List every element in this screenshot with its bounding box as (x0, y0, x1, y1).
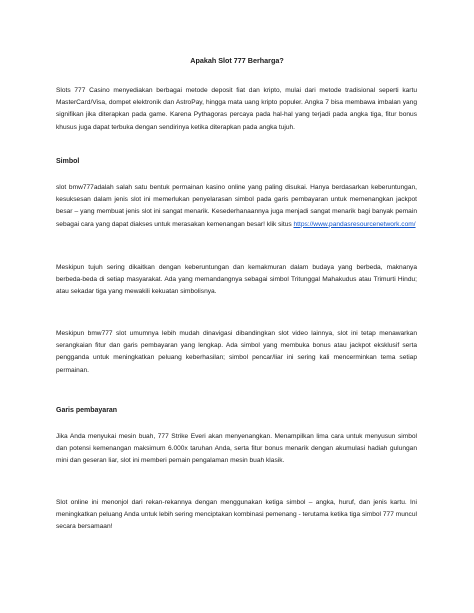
paragraph-simbol-text: slot bmw777adalah salah satu bentuk permainan kasino online yang paling disukai. Hanya berdasarkan keberuntungan, kesuksesan dalam jenis slot ini memerlukan penyelarasan simbol pada garis pembayaran untuk memenangkan jackpot besar – yang membuat jenis slot ini sangat menarik. Kesederhanaannya juga menjadi sangat menarik bagi banyak pemain sebagai cara yang dapat diakses untuk merasakan kemenangan besar! klik situs (56, 184, 417, 228)
paragraph-features: Meskipun bmw777 slot umumnya lebih mudah dinavigasi dibandingkan slot video lainnya, slot ini tetap menawarkan serangkaian fitur dan garis pembayaran yang lengkap. Ada simbol yang membuka bonus atau jackpot eksklusif serta pengganda untuk meningkatkan peluang keberhasilan; simbol pencar/liar ini sering kali mencerminkan tema setiap permainan. (56, 330, 417, 374)
document-title: Apakah Slot 777 Berharga? (190, 56, 284, 65)
paragraph-symbols-combo: Slot online ini menonjol dari rekan-rekannya dengan menggunakan ketiga simbol – angka, huruf, dan jenis kartu. Ini meningkatkan peluang Anda untuk lebih sering menciptakan kombinasi pemenang - terutama ketika tiga simbol 777 muncul secara bersamaan! (56, 499, 417, 531)
paragraph-meaning: Meskipun tujuh sering dikaitkan dengan keberuntungan dan kemakmuran dalam budaya yang berbeda, maknanya berbeda-beda di setiap masyarakat. Ada yang memandangnya sebagai simbol Tritunggal Mahakudus atau Trimurti Hindu; atau sekadar tiga yang mewakili kekuatan simbolisnya. (56, 264, 417, 296)
paragraph-intro: Slots 777 Casino menyediakan berbagai metode deposit fiat dan kripto, mulai dari metode tradisional seperti kartu MasterCard/Visa, dompet elektronik dan AstroPay, hingga mata uang kripto populer. Angka 7 bisa membawa imbalan yang signifikan jika diterapkan pada game. Karena Pythagoras percaya pada hal-hal yang terjadi pada angka tiga, fitur bonus khusus juga dapat terbuka dengan sendirinya ketika diterapkan pada angka tujuh. (56, 87, 417, 131)
heading-garis-pembayaran: Garis pembayaran (56, 407, 118, 414)
heading-simbol: Simbol (56, 158, 80, 165)
resource-link[interactable]: https://www.pandasresourcenetwork.com/ (293, 220, 416, 228)
paragraph-simbol (56, 182, 417, 231)
paragraph-strike-everi: Jika Anda menyukai mesin buah, 777 Strike Everi akan menyenangkan. Menampilkan lima cara untuk menyusun simbol dan potensi kemenangan maksimum 6.000x taruhan Anda, serta fitur bonus menarik dengan akumulasi hadiah gulungan mini dan geseran liar, slot ini memberi pemain pengalaman mesin buah klasik. (56, 433, 417, 465)
